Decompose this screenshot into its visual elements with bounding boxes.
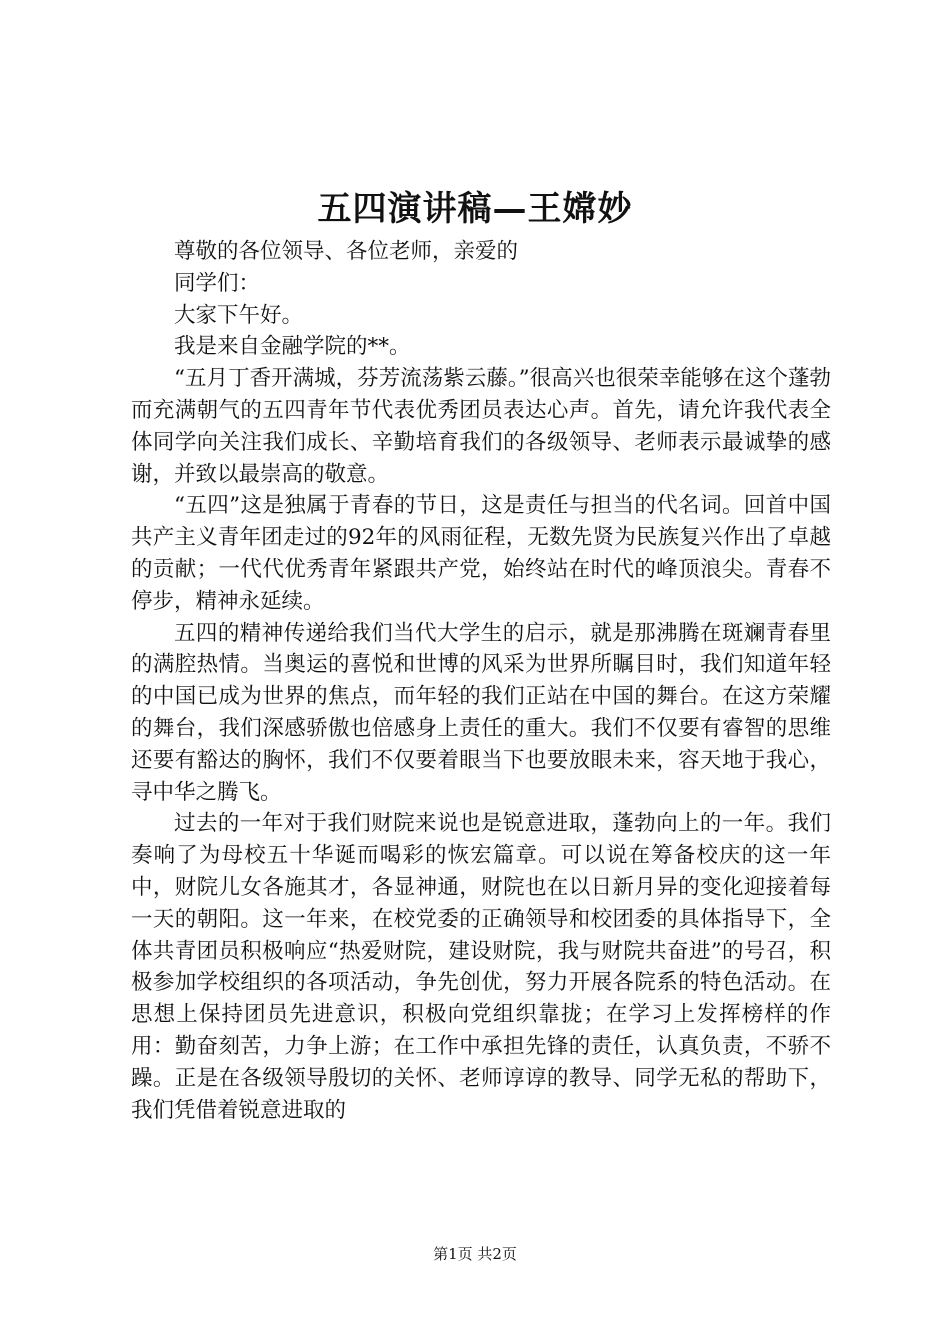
- salutation-line-1: 尊敬的各位领导、各位老师，亲爱的: [174, 239, 519, 264]
- body-paragraph: “五四”这是独属于青春的节日，这是责任与担当的代名词。回首中国共产主义青年团走过的92年的风雨征程，无数先贤为民族复兴作出了卓越的贡献；一代代优秀青年紧跟共产党，始终站在时代的峰顶浪尖。青春不停步，精神永延续。: [131, 493, 831, 614]
- document-body: [131, 236, 831, 1126]
- body-paragraph: 五四的精神传递给我们当代大学生的启示，就是那沸腾在斑斓青春里的满腔热情。当奥运的喜悦和世博的风采为世界所瞩目时，我们知道年轻的中国已成为世界的焦点，而年轻的我们正站在中国的舞台。在这方荣耀的舞台，我们深感骄傲也倍感身上责任的重大。我们不仅要有睿智的思维还要有豁达的胸怀，我们不仅要着眼当下也要放眼未来，容天地于我心，寻中华之腾飞。: [131, 620, 831, 805]
- salutation-line-2: 同学们：: [174, 270, 261, 296]
- document-title: 五四演讲稿—王嫦妙: [317, 189, 633, 229]
- page-footer: [0, 1243, 950, 1265]
- greeting-paragraph: 大家下午好。: [174, 302, 304, 328]
- body-paragraph: 过去的一年对于我们财院来说也是锐意进取，蓬勃向上的一年。我们奏响了为母校五十华诞而喝彩的恢宏篇章。可以说在筹备校庆的这一年中，财院儿女各施其才，各显神通，财院也在以日新月异的变化迎接着每一天的朝阳。这一年来，在校党委的正确领导和校团委的具体指导下，全体共青团员积极响应“热爱财院，建设财院，我与财院共奋进”的号召，积极参加学校组织的各项活动，争先创优，努力开展各院系的特色活动。在思想上保持团员先进意识，积极向党组织靠拢；在学习上发挥榜样的作用：勤奋刻苦，力争上游；在工作中承担先锋的责任，认真负责，不骄不躁。正是在各级领导殷切的关怀、老师谆谆的教导、同学无私的帮助下，我们凭借着锐意进取的: [131, 811, 831, 1123]
- page-number: 第1页: [433, 1245, 473, 1263]
- page-total: 共2页: [477, 1245, 517, 1263]
- body-paragraph: “五月丁香开满城，芬芳流荡紫云藤。”很高兴也很荣幸能够在这个蓬勃而充满朝气的五四青年节代表优秀团员表达心声。首先，请允许我代表全体同学向关注我们成长、辛勤培育我们的各级领导、老师表示最诚挚的感谢，并致以最崇高的敬意。: [131, 366, 831, 487]
- introduction-paragraph: 我是来自金融学院的**。: [174, 334, 411, 360]
